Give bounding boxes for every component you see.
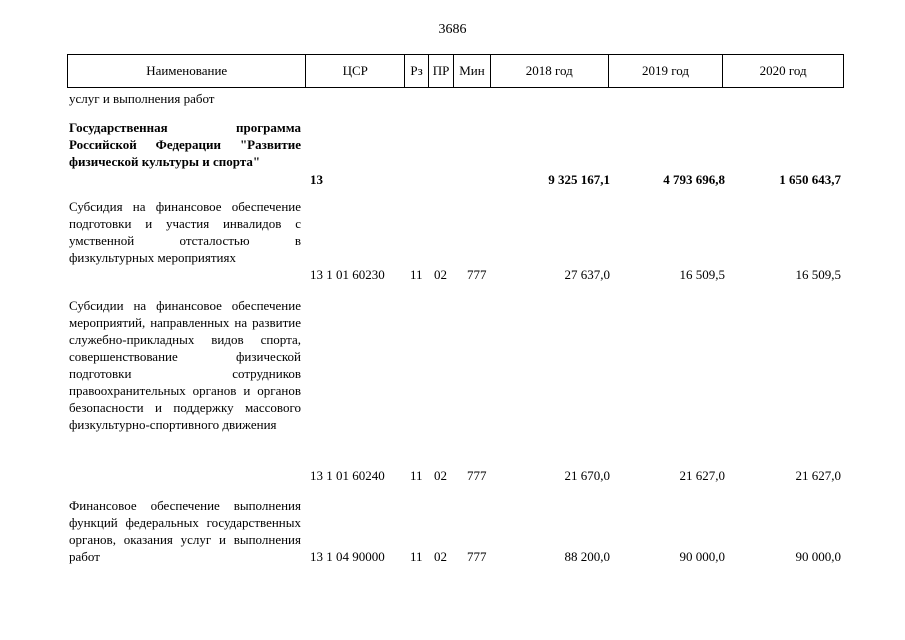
column-header-pr: ПР xyxy=(429,55,454,87)
row-2018: 27 637,0 xyxy=(564,267,610,282)
table-header xyxy=(67,54,844,88)
row-csr: 13 1 04 90000 xyxy=(310,549,385,564)
row-csr: 13 1 01 60240 xyxy=(310,468,385,483)
column-header-name: Наименование xyxy=(68,55,306,87)
row-min: 777 xyxy=(467,549,487,564)
row-name: Субсидия на финансовое обеспечение подготовки и участия инвалидов с умственной отсталостью в физкультурных мероприятиях xyxy=(69,199,301,265)
row-csr: 13 xyxy=(310,172,323,187)
page-number: 3686 xyxy=(438,22,467,37)
row-pr: 02 xyxy=(434,267,447,282)
row-2020: 16 509,5 xyxy=(795,267,841,282)
column-header-2019: 2019 год xyxy=(609,55,724,87)
row-2018: 9 325 167,1 xyxy=(548,172,610,187)
row-csr: 13 1 01 60230 xyxy=(310,267,385,282)
row-pr: 02 xyxy=(434,468,447,483)
row-rz: 11 xyxy=(410,468,423,483)
column-header-2020: 2020 год xyxy=(759,63,807,78)
row-min: 777 xyxy=(467,468,487,483)
row-name: Финансовое обеспечение выполнения функций федеральных государственных органов, оказания услуг и выполнения работ xyxy=(69,498,301,564)
row-2019: 16 509,5 xyxy=(679,267,725,282)
row-name: Государственная программа Российской Федерации "Развитие физической культуры и спорта" xyxy=(69,120,301,169)
row-pr: 02 xyxy=(434,549,447,564)
row-min: 777 xyxy=(467,267,487,282)
continuation-text: услуг и выполнения работ xyxy=(69,91,215,106)
row-2018: 21 670,0 xyxy=(564,468,610,483)
column-header-min: Мин xyxy=(454,55,491,87)
row-rz: 11 xyxy=(410,267,423,282)
row-2020: 21 627,0 xyxy=(795,468,841,483)
row-2019: 4 793 696,8 xyxy=(663,172,725,187)
row-2019: 21 627,0 xyxy=(679,468,725,483)
row-rz: 11 xyxy=(410,549,423,564)
column-header-rz: Рз xyxy=(405,55,429,87)
row-2020: 1 650 643,7 xyxy=(779,172,841,187)
row-2018: 88 200,0 xyxy=(564,549,610,564)
column-header-2018: 2018 год xyxy=(491,55,609,87)
row-2019: 90 000,0 xyxy=(679,549,725,564)
row-name: Субсидии на финансовое обеспечение мероприятий, направленных на развитие служебно-прикладных видов спорта, совершенствование физической подготовки сотрудников правоохранительных органов и органов безопасности и поддержку массового физкультурно-спортивного движения xyxy=(69,298,301,432)
row-2020: 90 000,0 xyxy=(795,549,841,564)
column-header-csr: ЦСР xyxy=(306,55,405,87)
